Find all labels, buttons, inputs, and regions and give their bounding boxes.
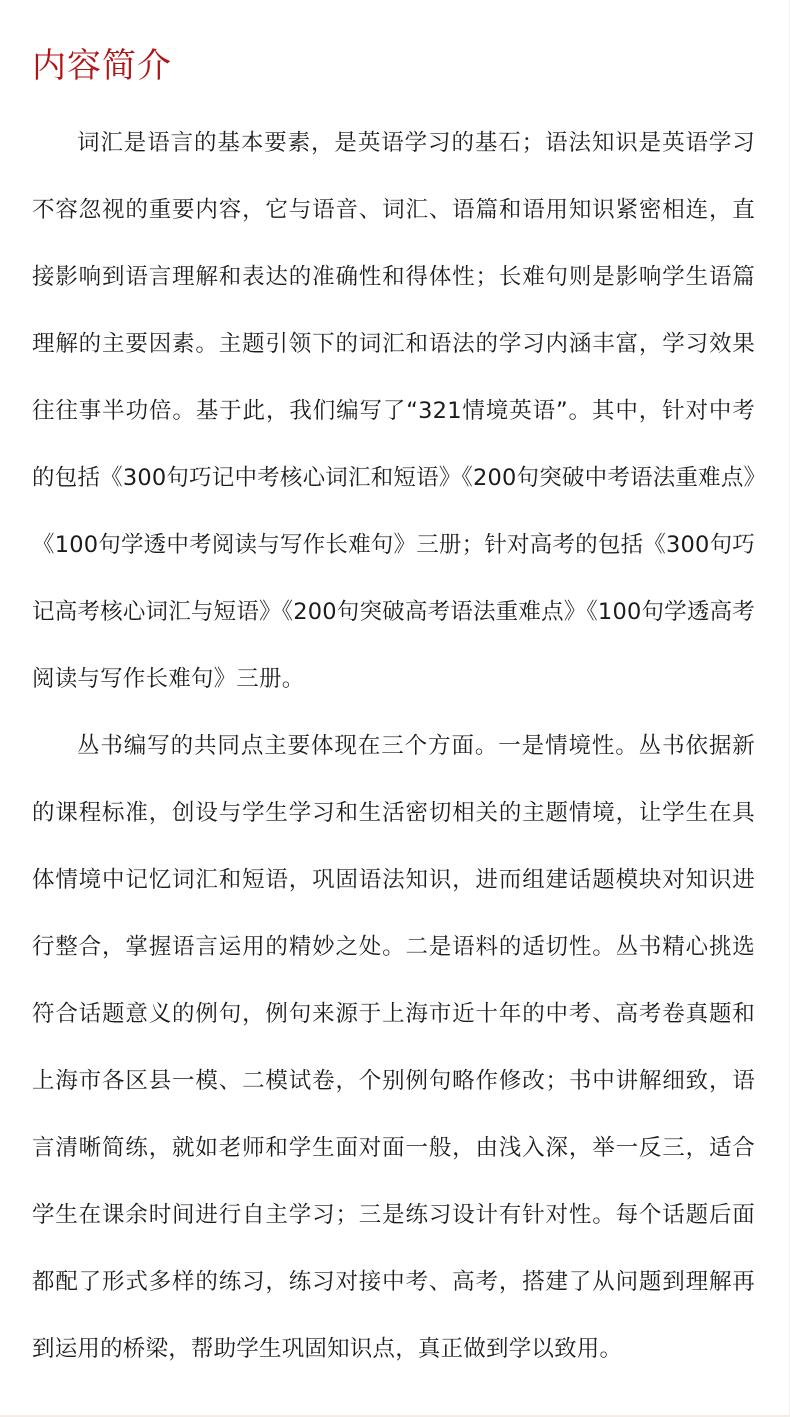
page-title: 内容简介	[32, 46, 172, 86]
intro-paragraph-2: 丛书编写的共同点主要体现在三个方面。一是情境性。丛书依据新的课程标准，创设与学生学习和生活密切相关的主题情境，让学生在具体情境中记忆词汇和短语，巩固语法知识，进而组建话题模块对知识进行整合，掌握语言运用的精妙之处。二是语料的适切性。丛书精心挑选符合话题意义的例句，例句来源于上海市近十年的中考、高考卷真题和上海市各区县一模、二模试卷，个别例句略作修改；书中讲解细致，语言清晰简练，就如老师和学生面对面一般，由浅入深，举一反三，适合学生在课余时间进行自主学习；三是练习设计有针对性。每个话题后面都配了形式多样的练习，练习对接中考、高考，搭建了从问题到理解再到运用的桥梁，帮助学生巩固知识点，真正做到学以致用。	[32, 733, 755, 1362]
intro-paragraph-1: 词汇是语言的基本要素，是英语学习的基石；语法知识是英语学习不容忽视的重要内容，它与语音、词汇、语篇和语用知识紧密相连，直接影响到语言理解和表达的准确性和得体性；长难句则是影响学生语篇理解的主要因素。主题引领下的词汇和语法的学习内涵丰富，学习效果往往事半功倍。基于此，我们编写了“321情境英语”。其中，针对中考的包括《300句巧记中考核心词汇和短语》《200句突破中考语法重难点》《100句学透中考阅读与写作长难句》三册；针对高考的包括《300句巧记高考核心词汇与短语》《200句突破高考语法重难点》《100句学透高考阅读与写作长难句》三册。	[32, 130, 755, 692]
